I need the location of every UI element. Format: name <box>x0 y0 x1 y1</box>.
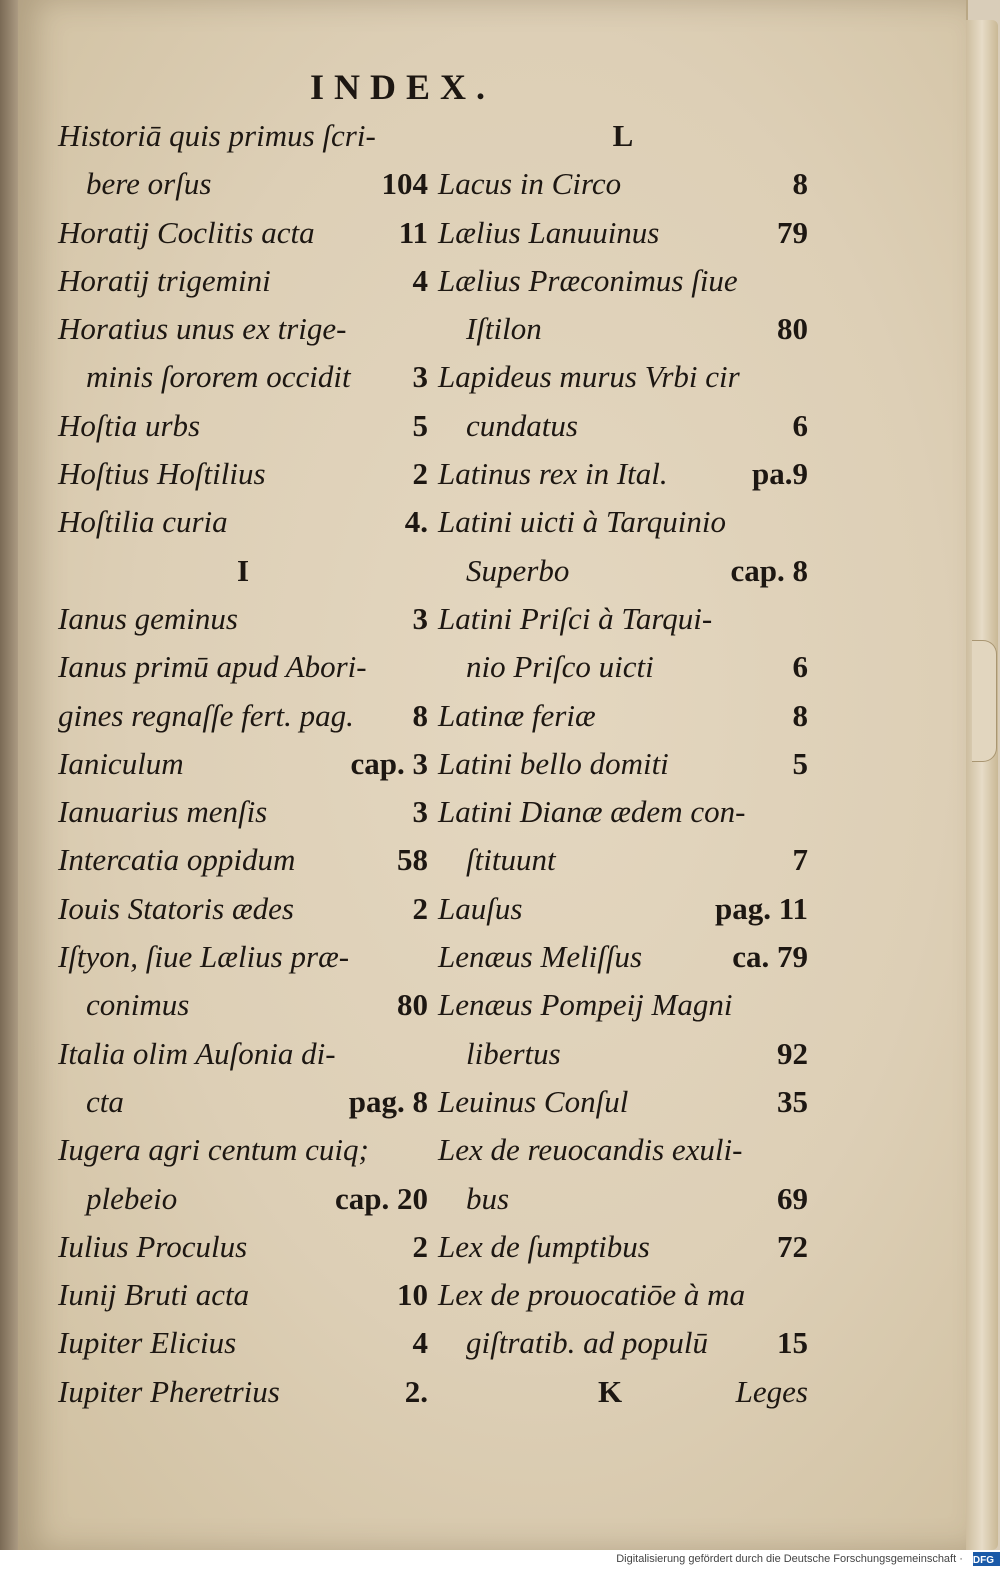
index-entry-text: Superbo <box>466 552 570 588</box>
index-entry <box>438 209 808 257</box>
index-entry-text: Lenæus Meliſſus <box>438 939 643 975</box>
index-entry-page-number: pa.9 <box>752 456 808 492</box>
index-entry-text: Leuinus Conſul <box>438 1083 629 1119</box>
index-entry-page-number: 79 <box>777 214 808 250</box>
index-entry-text: Latini Priſci à Tarqui- <box>438 600 713 636</box>
index-entry-page-number: 72 <box>777 1228 808 1264</box>
index-entry-text: Iſtyon, ſiue Lælius præ- <box>58 939 350 975</box>
index-entry-text: L <box>612 118 634 153</box>
index-entry-text: Latini Dianæ ædem con- <box>438 794 746 830</box>
index-entry-text: bere orſus <box>86 166 212 202</box>
index-entry <box>438 1368 808 1416</box>
index-entry-text: libertus <box>466 1035 561 1071</box>
index-entry <box>58 305 428 353</box>
index-entry-page-number: 10 <box>397 1277 428 1313</box>
index-entry <box>58 1126 428 1174</box>
index-entry <box>438 981 808 1029</box>
index-entry <box>58 112 428 160</box>
index-entry-page-number: cap. 8 <box>730 552 808 588</box>
index-entry-text: Lex de prouocatiōe à ma <box>438 1277 746 1313</box>
index-entry-text: Iſtilon <box>466 311 542 347</box>
index-entry <box>438 836 808 884</box>
index-entry <box>58 498 428 546</box>
index-entry <box>58 1223 428 1271</box>
index-entry <box>58 836 428 884</box>
index-entry <box>438 1319 808 1367</box>
index-entry-text: Lenæus Pompeij Magni <box>438 987 733 1023</box>
index-entry-text: I <box>236 552 250 588</box>
index-entry <box>58 450 428 498</box>
index-entry-page-number: 6 <box>792 649 808 685</box>
index-entry <box>58 692 428 740</box>
index-entry-page-number: 5 <box>412 407 428 443</box>
index-entry-text: Hoſtia urbs <box>58 407 201 443</box>
index-entry <box>58 643 428 691</box>
index-entry <box>438 1030 808 1078</box>
index-entry-text: gines regnaſſe fert. pag. <box>58 697 354 733</box>
index-entry-page-number: 2 <box>412 890 428 926</box>
index-entry-page-number: 58 <box>397 842 428 878</box>
index-entry <box>58 257 428 305</box>
index-entry <box>438 643 808 691</box>
index-entry-page-number: 2. <box>404 1373 428 1409</box>
index-entry <box>438 885 808 933</box>
index-entry <box>438 1223 808 1271</box>
index-entry <box>438 305 808 353</box>
index-entry <box>438 402 808 450</box>
index-column-left <box>58 112 428 1416</box>
index-entry-page-number: 4. <box>404 504 428 540</box>
catchword: Leges <box>735 1373 808 1409</box>
index-entry-text: Iouis Statoris ædes <box>58 890 294 926</box>
index-entry-text: giſtratib. ad populū <box>466 1325 708 1361</box>
index-entry-text: Lex de ſumptibus <box>438 1228 650 1264</box>
index-entry-text: Latini bello domiti <box>438 745 669 781</box>
index-entry <box>58 885 428 933</box>
index-entry-page-number: 6 <box>792 407 808 443</box>
index-entry-page-number: pag. 8 <box>348 1083 428 1119</box>
index-entry-text: Lælius Præconimus ſiue <box>438 262 738 298</box>
index-entry-text: Italia olim Auſonia di- <box>58 1035 336 1071</box>
index-entry-text: Lacus in Circo <box>438 166 622 202</box>
index-entry-page-number: 8 <box>412 697 428 733</box>
index-entry-text: Ianiculum <box>58 745 184 781</box>
index-entry <box>58 1368 428 1416</box>
index-entry-text: Latinæ feriæ <box>438 697 596 733</box>
index-entry <box>438 450 808 498</box>
index-entry-page-number: cap. 20 <box>335 1180 428 1216</box>
index-entry <box>438 257 808 305</box>
index-entry-page-number: 69 <box>777 1180 808 1216</box>
index-entry <box>438 353 808 401</box>
dfg-logo: DFG <box>973 1552 1000 1566</box>
footer-credit-text: Digitalisierung gefördert durch die Deutsche Forschungsgemeinschaft · <box>616 1553 963 1565</box>
index-entry-page-number: 3 <box>412 794 428 830</box>
signature-mark: K <box>598 1373 623 1409</box>
index-entry <box>58 160 428 208</box>
index-entry <box>438 160 808 208</box>
index-entry <box>438 933 808 981</box>
index-entry-page-number: 15 <box>777 1325 808 1361</box>
index-entry-page-number: 92 <box>777 1035 808 1071</box>
index-entry <box>58 1030 428 1078</box>
index-entry-page-number: pag. 11 <box>714 890 808 926</box>
index-entry <box>58 209 428 257</box>
index-entry-text: nio Priſco uicti <box>466 649 654 685</box>
index-entry-text: Hoſtilia curia <box>58 504 228 540</box>
index-entry-text: Historiā quis primus ſcri- <box>58 118 376 153</box>
index-entry-text: Iupiter Elicius <box>58 1325 237 1361</box>
index-entry-page-number: 7 <box>792 842 808 878</box>
index-entry-text: Iulius Proculus <box>58 1228 248 1264</box>
index-entry <box>58 933 428 981</box>
index-entry-page-number: 80 <box>397 987 428 1023</box>
page-tab-marker <box>972 640 997 762</box>
index-entry-text: cta <box>86 1083 124 1119</box>
page-header-title: INDEX. <box>310 67 496 107</box>
index-entry-text: Ianuarius menſis <box>58 794 268 830</box>
index-entry <box>58 547 428 595</box>
index-entry-text: Lælius Lanuuinus <box>438 214 660 250</box>
index-entry-page-number: 104 <box>381 166 428 202</box>
page-right-edge <box>966 20 998 1550</box>
index-entry-text: Ianus primū apud Abori- <box>58 649 367 685</box>
index-entry-page-number: 4 <box>412 262 428 298</box>
index-entry-page-number: cap. 3 <box>350 745 428 781</box>
index-entry-page-number: 2 <box>412 1228 428 1264</box>
index-entry-text: Horatius unus ex trige- <box>58 311 347 347</box>
index-entry <box>58 1319 428 1367</box>
index-entry-text: Iupiter Pheretrius <box>58 1373 280 1409</box>
index-entry-text: Hoſtius Hoſtilius <box>58 456 266 492</box>
index-entry-page-number: 4 <box>412 1325 428 1361</box>
index-entry <box>438 112 808 160</box>
index-entry <box>58 1078 428 1126</box>
index-entry-text: Lauſus <box>438 890 523 926</box>
index-entry <box>438 1271 808 1319</box>
index-entry <box>438 788 808 836</box>
index-entry-text: Latinus rex in Ital. <box>438 456 668 492</box>
index-entry <box>438 1126 808 1174</box>
index-entry-text: Iunij Bruti acta <box>58 1277 250 1313</box>
index-entry-text: Intercatia oppidum <box>58 842 296 878</box>
index-entry-text: Lex de reuocandis exuli- <box>438 1132 743 1168</box>
index-entry <box>58 788 428 836</box>
index-entry <box>438 1078 808 1126</box>
index-entry <box>438 547 808 595</box>
index-entry-text: Ianus geminus <box>58 600 238 636</box>
index-entry <box>58 353 428 401</box>
index-entry-text: Horatij trigemini <box>58 262 271 298</box>
index-entry <box>438 498 808 546</box>
index-entry-page-number: 2 <box>412 456 428 492</box>
index-entry <box>58 402 428 450</box>
index-entry <box>58 595 428 643</box>
index-entry-text: Horatij Coclitis acta <box>58 214 315 250</box>
index-entry-text: bus <box>466 1180 510 1216</box>
index-entry-page-number: 8 <box>792 166 808 202</box>
index-entry-page-number: 5 <box>792 745 808 781</box>
index-entry-text: Latini uicti à Tarquinio <box>438 504 726 540</box>
index-entry-page-number: 8 <box>792 697 808 733</box>
index-entry-text: Iugera agri centum cuiq; <box>58 1132 369 1168</box>
index-entry <box>58 1175 428 1223</box>
index-entry <box>438 595 808 643</box>
index-entry-text: conimus <box>86 987 190 1023</box>
index-entry <box>58 1271 428 1319</box>
index-entry-page-number: 3 <box>412 359 428 395</box>
index-entry-text: cundatus <box>466 407 578 443</box>
index-entry-text: ſtituunt <box>466 842 556 878</box>
index-entry-page-number: 80 <box>777 311 808 347</box>
index-column-right <box>438 112 808 1416</box>
index-entry-page-number: 35 <box>777 1083 808 1119</box>
index-entry <box>438 1175 808 1223</box>
index-entry-text: Lapideus murus Vrbi cir <box>438 359 740 395</box>
index-entry <box>438 692 808 740</box>
index-entry <box>438 740 808 788</box>
index-entry-text: minis ſororem occidit <box>86 359 351 395</box>
index-entry <box>58 981 428 1029</box>
digitization-footer <box>0 1550 1000 1570</box>
index-entry-text: plebeio <box>86 1180 178 1216</box>
index-entry <box>58 740 428 788</box>
index-entry-page-number: 3 <box>412 600 428 636</box>
index-entry-page-number: 11 <box>398 214 428 250</box>
index-entry-page-number: ca. 79 <box>732 939 808 975</box>
